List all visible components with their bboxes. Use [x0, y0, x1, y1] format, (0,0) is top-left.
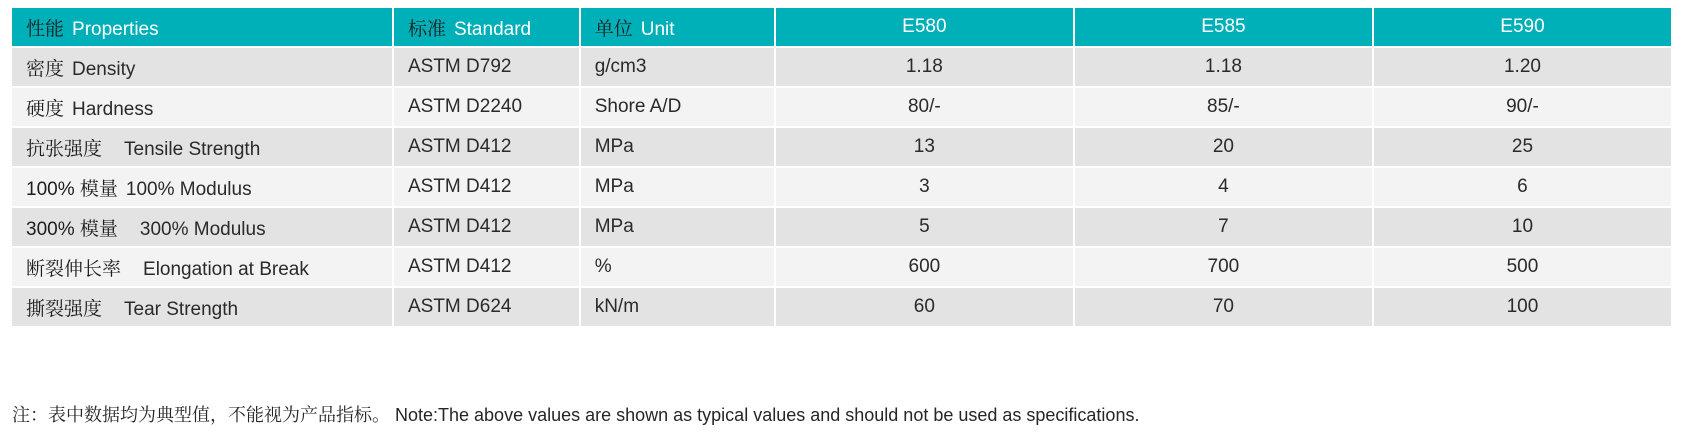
row-standard: ASTM D412 [394, 168, 579, 206]
row-value-e580: 60 [776, 288, 1073, 326]
row-value-e580: 1.18 [776, 48, 1073, 86]
header-row [12, 8, 1671, 46]
row-property-cn: 断裂伸长率 [26, 258, 122, 280]
row-property-en: Tear Strength [124, 298, 239, 320]
row-value-e585: 1.18 [1075, 48, 1372, 86]
row-value-e590: 6 [1374, 168, 1671, 206]
row-unit: g/cm3 [581, 48, 774, 86]
row-unit: Shore A/D [581, 88, 774, 126]
row-property-en: Hardness [72, 98, 154, 120]
column-header-unit-cn: 单位 [594, 18, 633, 40]
row-standard: ASTM D412 [394, 208, 579, 246]
row-property [12, 168, 392, 206]
row-value-e580: 80/- [776, 88, 1073, 126]
column-header-e585: E585 [1075, 8, 1372, 46]
row-property [12, 128, 392, 166]
column-header-properties-cn: 性能 [26, 18, 65, 40]
row-property [12, 208, 392, 246]
row-property-en: 300% Modulus [139, 218, 266, 240]
row-property [12, 88, 392, 126]
row-property-en: Density [72, 58, 136, 80]
row-value-e585: 85/- [1075, 88, 1372, 126]
row-standard: ASTM D412 [394, 248, 579, 286]
column-header-unit-en: Unit [640, 18, 675, 40]
table-header [12, 8, 1671, 46]
row-property-cn: 硬度 [26, 98, 65, 120]
row-value-e585: 20 [1075, 128, 1372, 166]
column-header-unit [581, 8, 774, 46]
row-standard: ASTM D412 [394, 128, 579, 166]
table-row [12, 208, 1671, 246]
row-value-e580: 3 [776, 168, 1073, 206]
table-row [12, 48, 1671, 86]
column-header-standard [394, 8, 579, 46]
row-property-en: 100% Modulus [125, 178, 252, 200]
table-row [12, 288, 1671, 326]
row-value-e590: 500 [1374, 248, 1671, 286]
row-property [12, 288, 392, 326]
row-property-cn: 撕裂强度 [26, 298, 103, 320]
table-row [12, 88, 1671, 126]
table-row [12, 168, 1671, 206]
row-property-en: Elongation at Break [143, 258, 309, 280]
table-row [12, 128, 1671, 166]
row-value-e580: 5 [776, 208, 1073, 246]
row-value-e580: 600 [776, 248, 1073, 286]
row-property [12, 48, 392, 86]
row-property-cn: 抗张强度 [26, 138, 103, 160]
row-value-e585: 7 [1075, 208, 1372, 246]
table-row [12, 248, 1671, 286]
row-value-e585: 70 [1075, 288, 1372, 326]
row-value-e585: 700 [1075, 248, 1372, 286]
column-header-standard-en: Standard [453, 18, 532, 40]
column-header-properties-en: Properties [72, 18, 159, 40]
row-standard: ASTM D2240 [394, 88, 579, 126]
row-unit: % [581, 248, 774, 286]
table-body [12, 48, 1671, 326]
row-property-cn: 密度 [26, 58, 65, 80]
row-property-en: Tensile Strength [124, 138, 261, 160]
column-header-e580: E580 [776, 8, 1073, 46]
column-header-e590: E590 [1374, 8, 1671, 46]
row-property-cn: 100% 模量 [26, 178, 118, 200]
table-footnote: 注：表中数据均为典型值，不能视为产品指标。 Note:The above values are shown as typical values and should not be used as specifications. [12, 405, 1140, 425]
row-property-cn: 300% 模量 [26, 218, 118, 240]
properties-table [10, 6, 1673, 328]
row-value-e580: 13 [776, 128, 1073, 166]
row-unit: MPa [581, 128, 774, 166]
row-value-e590: 25 [1374, 128, 1671, 166]
row-standard: ASTM D624 [394, 288, 579, 326]
row-value-e590: 90/- [1374, 88, 1671, 126]
row-standard: ASTM D792 [394, 48, 579, 86]
row-value-e590: 10 [1374, 208, 1671, 246]
row-unit: MPa [581, 208, 774, 246]
column-header-standard-cn: 标准 [407, 18, 446, 40]
row-value-e590: 100 [1374, 288, 1671, 326]
column-header-properties [12, 8, 392, 46]
row-unit: MPa [581, 168, 774, 206]
row-property [12, 248, 392, 286]
row-value-e585: 4 [1075, 168, 1372, 206]
row-value-e590: 1.20 [1374, 48, 1671, 86]
row-unit: kN/m [581, 288, 774, 326]
